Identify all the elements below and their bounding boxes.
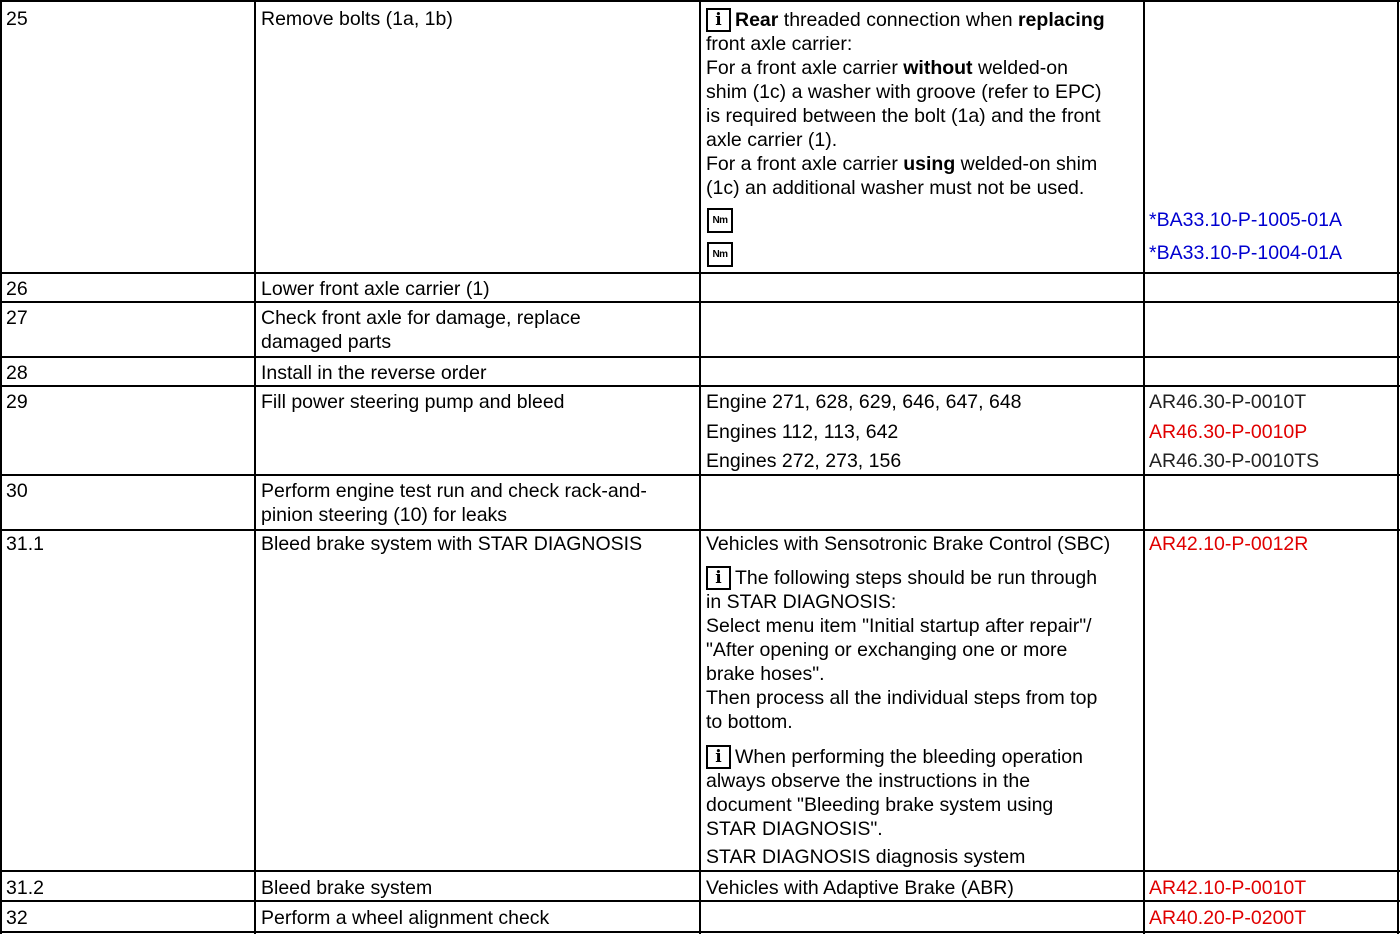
step-note: i The following steps should be run through in STAR DIAGNOSIS: Select menu item "Initial startup after repair"/ "After opening or exchanging one or more brake hoses". Then process all the individual steps from top to bottom. (706, 567, 1098, 733)
grid-line (1143, 0, 1145, 934)
grid-line (699, 0, 701, 934)
grid-line (0, 301, 1400, 303)
step-number: 25 (6, 8, 28, 30)
condition-text: Vehicles with Sensotronic Brake Control (SBC) (706, 533, 1111, 555)
grid-line (0, 870, 1400, 872)
grid-line (0, 385, 1400, 387)
reference-link[interactable]: AR42.10-P-0010T (1149, 877, 1307, 899)
step-action: Install in the reverse order (261, 362, 487, 384)
grid-line (1397, 0, 1399, 934)
step-action: Bleed brake system with STAR DIAGNOSIS (261, 533, 643, 555)
info-icon: i (706, 566, 731, 590)
grid-line (0, 931, 1400, 933)
step-action: Check front axle for damage, replace damaged parts (261, 307, 581, 353)
grid-line (0, 272, 1400, 274)
reference-link[interactable]: *BA33.10-P-1004-01A (1149, 242, 1342, 264)
step-number: 30 (6, 480, 28, 502)
step-note: i Rear threaded connection when replacing front axle carrier: For a front axle carrier without welded-on shim (1c) a washer with groove (refer to EPC) is required between the bolt (1a) and the front axle carrier (1). For a front axle carrier using welded-on shim (1c) an additional washer must not be used. (706, 9, 1105, 199)
step-action: Perform engine test run and check rack-and- pinion steering (10) for leaks (261, 480, 647, 526)
step-action: Bleed brake system (261, 877, 433, 899)
torque-wrench-icon: Nm (707, 242, 733, 267)
condition-text: Vehicles with Adaptive Brake (ABR) (706, 877, 1014, 899)
step-action: Fill power steering pump and bleed (261, 391, 565, 413)
step-number: 29 (6, 391, 28, 413)
grid-line (0, 474, 1400, 476)
grid-line (0, 356, 1400, 358)
condition-text: Engine 271, 628, 629, 646, 647, 648 (706, 391, 1022, 413)
grid-line (254, 0, 256, 934)
condition-text: Engines 112, 113, 642 (706, 421, 899, 443)
step-number: 31.2 (6, 877, 44, 899)
step-number: 28 (6, 362, 28, 384)
grid-line (0, 900, 1400, 902)
step-number: 32 (6, 907, 28, 929)
reference-link[interactable]: *BA33.10-P-1005-01A (1149, 209, 1342, 231)
reference-link[interactable]: AR46.30-P-0010T (1149, 391, 1307, 413)
grid-line (0, 0, 2, 934)
info-icon: i (706, 8, 731, 32)
info-icon: i (706, 745, 731, 769)
reference-link[interactable]: AR42.10-P-0012R (1149, 533, 1309, 555)
tool-text: STAR DIAGNOSIS diagnosis system (706, 846, 1026, 868)
reference-link[interactable]: AR40.20-P-0200T (1149, 907, 1307, 929)
step-number: 27 (6, 307, 28, 329)
grid-line (0, 0, 1400, 2)
step-note: i When performing the bleeding operation always observe the instructions in the document "Bleeding brake system using STAR DIAGNOSIS". (706, 746, 1083, 840)
step-number: 26 (6, 278, 28, 300)
reference-link[interactable]: AR46.30-P-0010P (1149, 421, 1308, 443)
reference-link[interactable]: AR46.30-P-0010TS (1149, 450, 1320, 472)
step-action: Perform a wheel alignment check (261, 907, 550, 929)
step-action: Lower front axle carrier (1) (261, 278, 490, 300)
step-action: Remove bolts (1a, 1b) (261, 8, 453, 30)
condition-text: Engines 272, 273, 156 (706, 450, 902, 472)
torque-wrench-icon: Nm (707, 208, 733, 233)
step-number: 31.1 (6, 533, 44, 555)
grid-line (0, 529, 1400, 531)
